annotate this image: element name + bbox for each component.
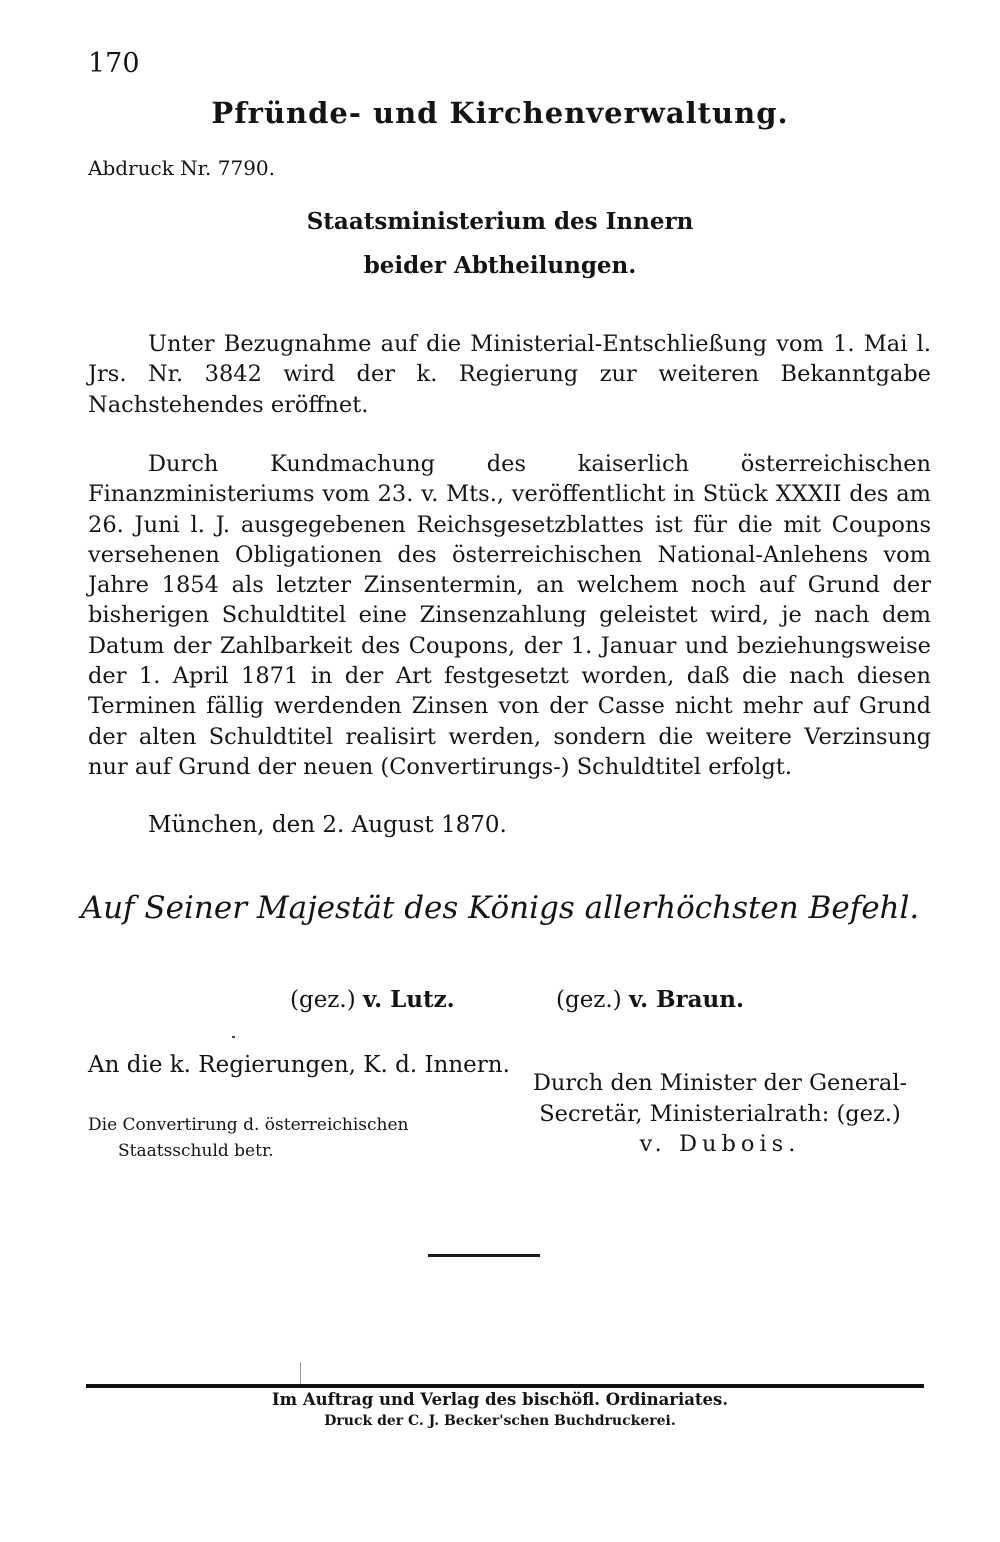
countersign-line-2: Secretär, Ministerialrath: (gez.) [539, 1100, 901, 1127]
imprint-line-2: Druck der C. J. Becker'schen Buchdruckerei. [324, 1413, 676, 1429]
signature-right-name: v. Braun. [629, 986, 745, 1013]
place-date: München, den 2. August 1870. [148, 812, 507, 838]
royal-order-line: Auf Seiner Majestät des Königs allerhöchsten Befehl. [80, 890, 920, 926]
subject-note: Die Convertirung d. österreichischen Staatsschuld betr. [88, 1115, 409, 1161]
footer-rule [86, 1384, 924, 1388]
addressee: An die k. Regierungen, K. d. Innern. [88, 1052, 510, 1078]
section-title: Pfründe- und Kirchenverwaltung. [211, 96, 789, 130]
signature-right-prefix: (gez.) [556, 987, 622, 1013]
page-number: 170 [88, 48, 140, 79]
countersign-line-1: Durch den Minister der General- [532, 1070, 908, 1096]
closing-rule [428, 1254, 540, 1257]
authority-line-2: beider Abtheilungen. [363, 252, 637, 279]
signature-left-name: v. Lutz. [363, 986, 455, 1013]
print-speck [232, 1036, 235, 1038]
body-paragraph-1: Unter Bezugnahme auf die Ministerial-Entschließung vom 1. Mai l. Jrs. Nr. 3842 wird der k. Regierung zur weiteren Bekanntgabe Nachstehendes eröffnet. [88, 331, 931, 418]
signature-left-prefix: (gez.) [290, 987, 356, 1013]
authority-line-1: Staatsministerium des Innern [306, 208, 694, 235]
reprint-number: Abdruck Nr. 7790. [88, 156, 276, 180]
countersignature [520, 1068, 920, 1160]
body-paragraph-2: Durch Kundmachung des kaiserlich österreichischen Finanzministeriums vom 23. v. Mts., veröffentlicht in Stück XXXII des am 26. Juni l. J. ausgegebenen Reichsgesetzblattes ist für die mit Coupons versehenen Obligationen des österreichischen National-Anlehens vom Jahre 1854 als letzter Zinsentermin, an welchem noch auf Grund der bisherigen Schuldtitel eine Zinsenzahlung geleistet wird, je nach dem Datum der Zahlbarkeit des Coupons, der 1. Januar und beziehungsweise der 1. April 1871 in der Art festgesetzt worden, daß die nach diesen Terminen fällig werdenden Zinsen von der Casse nicht mehr auf Grund der alten Schuldtitel realisirt werden, sondern die weitere Verzinsung nur auf Grund der neuen (Convertirungs-) Schuldtitel erfolgt. [88, 451, 931, 780]
countersign-line-3: v. Dubois. [639, 1131, 801, 1157]
signature-right [556, 986, 744, 1013]
margin-mark [300, 1362, 301, 1384]
imprint-line-1: Im Auftrag und Verlag des bischöfl. Ordinariates. [271, 1390, 729, 1409]
signature-left [290, 986, 455, 1013]
